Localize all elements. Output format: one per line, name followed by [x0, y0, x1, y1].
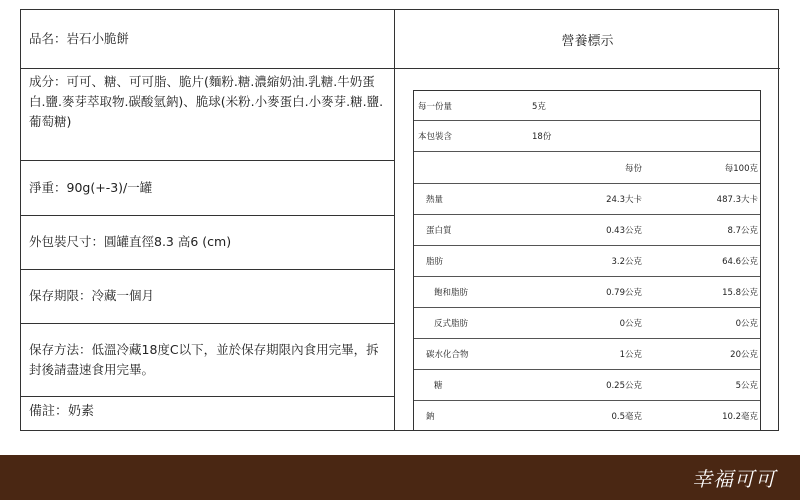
- nutrient-per-serving: 0.5毫克: [611, 412, 642, 422]
- product-info-table: [20, 9, 779, 431]
- serving-size-row: [414, 91, 760, 121]
- nutrient-label: 碳水化合物: [426, 350, 469, 360]
- nutrition-title: 營養標示: [561, 33, 614, 49]
- per-100g-header: 每100克: [724, 163, 758, 174]
- storage-method: 保存方法：低溫冷藏18度C以下，並於保存期限內食用完畢，拆封後請盡速食用完畢。: [29, 341, 379, 377]
- per-serving-header: 每份: [624, 163, 642, 174]
- servings-per-package-label: 本包裝含: [418, 132, 453, 142]
- serving-size-label: 每一份量: [418, 101, 453, 112]
- nutrient-row-energy: [414, 184, 760, 215]
- column-divider: [394, 10, 395, 430]
- nutrient-row-carbohydrate: [414, 339, 760, 370]
- nutrient-label: 飽和脂肪: [434, 288, 469, 298]
- nutrient-per-100g: 8.7公克: [727, 226, 758, 236]
- nutrient-per-serving: 0.25公克: [606, 381, 642, 391]
- nutrient-label: 蛋白質: [426, 226, 452, 236]
- nutrient-per-serving: 1公克: [619, 350, 642, 360]
- nutrient-per-100g: 10.2毫克: [722, 412, 758, 422]
- nutrient-row-sugar: [414, 370, 760, 401]
- serving-size-value: 5克: [532, 101, 546, 112]
- brand-logo: 幸福可可: [692, 467, 776, 491]
- nutrient-per-serving: 24.3大卡: [606, 195, 642, 205]
- nutrient-label: 糖: [434, 381, 443, 391]
- nutrient-per-100g: 15.8公克: [722, 288, 758, 298]
- nutrient-per-serving: 0公克: [619, 319, 642, 329]
- shelf-life: 保存期限：冷藏一個月: [29, 288, 155, 303]
- footer-bar: [0, 455, 800, 500]
- nutrient-per-100g: 64.6公克: [722, 257, 758, 267]
- nutrient-row-saturated-fat: [414, 277, 760, 308]
- servings-per-package-row: [414, 121, 760, 152]
- servings-per-package-value: 18份: [532, 132, 552, 142]
- nutrient-row-sodium: [414, 401, 760, 431]
- nutrient-per-serving: 3.2公克: [611, 257, 642, 267]
- package-size: 外包裝尺寸：圓罐直徑8.3 高6 (cm): [29, 234, 232, 249]
- nutrient-per-serving: 0.79公克: [606, 288, 642, 298]
- column-header-row: [414, 152, 760, 184]
- remarks: 備註：奶素: [29, 404, 95, 419]
- nutrient-row-fat: [414, 246, 760, 277]
- nutrient-row-protein: [414, 215, 760, 246]
- nutrient-label: 脂肪: [426, 257, 444, 267]
- nutrient-label: 熱量: [426, 195, 444, 205]
- nutrient-per-serving: 0.43公克: [606, 226, 642, 236]
- nutrient-per-100g: 5公克: [735, 381, 758, 391]
- net-weight: 淨重：90g(+-3)/一罐: [29, 179, 153, 195]
- nutrient-per-100g: 487.3大卡: [716, 195, 758, 205]
- nutrient-per-100g: 0公克: [735, 319, 758, 329]
- nutrient-per-100g: 20公克: [730, 350, 758, 360]
- nutrient-label: 反式脂肪: [434, 319, 469, 329]
- product-name: 品名：岩石小脆餅: [29, 31, 130, 46]
- nutrient-label: 鈉: [426, 412, 435, 422]
- nutrient-row-trans-fat: [414, 308, 760, 339]
- ingredients: 成分：可可、糖、可可脂、脆片(麵粉.糖.濃縮奶油.乳糖.牛奶蛋白.鹽.麥芽萃取物.碳酸氫鈉)、脆球(米粉.小麥蛋白.小麥芽.糖.鹽.葡萄糖): [29, 74, 384, 129]
- nutrition-facts-table: [413, 90, 761, 431]
